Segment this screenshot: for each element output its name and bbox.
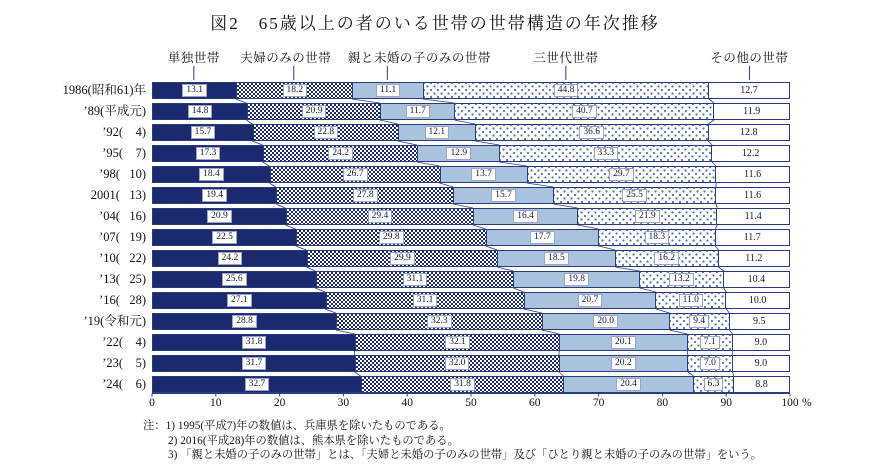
- segment-three-generation: [423, 83, 708, 98]
- axis-tick-label: 100: [781, 397, 799, 409]
- segment-value: 13.7: [471, 168, 496, 181]
- bar-row: [152, 187, 790, 204]
- segment-three-generation: [687, 356, 732, 371]
- axis-tick-label: 70: [592, 397, 605, 409]
- segment-value: 9.4: [689, 315, 709, 328]
- segment-value: 31.8: [242, 336, 267, 349]
- bar-row: [152, 124, 790, 141]
- segment-parent-unmarried-child: [486, 230, 599, 245]
- segment-value: 15.7: [491, 189, 516, 202]
- segment-value: 12.9: [446, 147, 471, 160]
- segment-other: [723, 272, 789, 287]
- year-label: ’16( 28): [99, 293, 146, 307]
- segment-single-household: [153, 314, 336, 329]
- segment-other: [708, 83, 789, 98]
- bar-row: [152, 103, 790, 120]
- year-label: ’92( 4): [102, 125, 146, 139]
- segment-three-generation: [527, 167, 716, 182]
- segment-parent-unmarried-child: [559, 335, 687, 350]
- segment-single-household: [153, 125, 253, 140]
- segment-three-generation: [655, 293, 725, 308]
- bar-row: [152, 82, 790, 99]
- note-line: 2) 2016(平成28)年の数値は、熊本県を除いたものである。: [168, 434, 459, 447]
- segment-value: 13.1: [182, 84, 207, 97]
- bar-row: [152, 229, 790, 246]
- year-label: ’04( 16): [99, 209, 146, 223]
- axis-unit-label: %: [802, 397, 812, 409]
- segment-value: 18.3: [645, 231, 670, 244]
- segment-single-household: [153, 83, 236, 98]
- note-line: 3) 「親と未婚の子のみの世帯」とは、「夫婦と未婚の子のみの世帯」及び「ひとり親と未婚の子のみの世帯」をいう。: [168, 449, 763, 461]
- footnotes: [143, 419, 762, 463]
- year-label: ’23( 5): [102, 356, 146, 370]
- segment-other: [713, 104, 789, 119]
- bar-row: [152, 334, 790, 351]
- segment-single-household: [153, 146, 263, 161]
- segment-value: 20.2: [611, 357, 636, 370]
- segment-other: [732, 335, 789, 350]
- segment-parent-unmarried-child: [513, 272, 639, 287]
- segment-value: 7.0: [700, 357, 720, 370]
- segment-value: 9.0: [754, 337, 768, 348]
- axis-tick-label: 20: [273, 397, 286, 409]
- segment-value: 20.4: [616, 378, 641, 391]
- segment-other: [732, 356, 789, 371]
- segment-value: 11.9: [743, 106, 761, 117]
- segment-single-household: [153, 167, 270, 182]
- segment-couple-only: [316, 272, 514, 287]
- segment-couple-only: [236, 83, 352, 98]
- segment-three-generation: [577, 209, 716, 224]
- segment-value: 11.6: [744, 169, 762, 180]
- year-label: 2001( 13): [90, 188, 146, 202]
- year-label: ’98( 10): [99, 167, 146, 181]
- segment-value: 27.1: [227, 294, 252, 307]
- segment-value: 11.0: [679, 294, 703, 307]
- segment-value: 21.9: [635, 210, 660, 223]
- segment-value: 18.5: [544, 252, 569, 265]
- segment-couple-only: [355, 356, 559, 371]
- segment-parent-unmarried-child: [417, 146, 499, 161]
- axis-tick-label: 80: [656, 397, 669, 409]
- segment-value: 20.9: [207, 210, 232, 223]
- year-label: 1986(昭和61)年: [62, 83, 146, 97]
- axis-tick-label: 30: [337, 397, 350, 409]
- bar-row: [152, 250, 790, 267]
- segment-value: 19.8: [564, 273, 589, 286]
- segment-value: 11.2: [745, 253, 763, 264]
- segment-value: 22.5: [212, 231, 237, 244]
- segment-three-generation: [475, 125, 708, 140]
- segment-parent-unmarried-child: [453, 188, 553, 203]
- year-label: ’07( 19): [99, 230, 146, 244]
- segment-value: 11.1: [376, 84, 400, 97]
- legend-label-single-household: 単独世帯: [167, 51, 220, 65]
- segment-value: 31.1: [413, 294, 438, 307]
- segment-value: 29.4: [368, 210, 393, 223]
- segment-couple-only: [276, 188, 453, 203]
- segment-value: 13.2: [669, 273, 694, 286]
- segment-couple-only: [270, 167, 440, 182]
- segment-value: 11.4: [744, 211, 762, 222]
- segment-value: 10.0: [748, 295, 767, 306]
- segment-three-generation: [454, 104, 713, 119]
- axis-tick-label: 10: [210, 397, 222, 409]
- segment-value: 27.8: [353, 189, 378, 202]
- segment-value: 26.7: [343, 168, 368, 181]
- segment-value: 31.1: [403, 273, 428, 286]
- segment-value: 15.7: [191, 126, 216, 139]
- segment-other: [725, 293, 789, 308]
- segment-three-generation: [598, 230, 714, 245]
- chart-title: 図2 65歳以上の者のいる世帯の世帯構造の年次推移: [210, 14, 660, 33]
- segment-other: [708, 125, 789, 140]
- segment-value: 25.5: [622, 189, 647, 202]
- axis-tick-label: 60: [529, 397, 541, 409]
- bar-row: [152, 145, 790, 162]
- segment-value: 11.6: [744, 190, 762, 201]
- segment-value: 33.3: [594, 147, 619, 160]
- bar-row: [152, 313, 790, 330]
- segment-value: 6.3: [704, 378, 724, 391]
- segment-couple-only: [263, 146, 417, 161]
- segment-value: 22.8: [314, 126, 339, 139]
- segment-value: 32.0: [445, 357, 470, 370]
- segment-other: [718, 251, 789, 266]
- segment-value: 29.7: [609, 168, 634, 181]
- segment-couple-only: [361, 377, 563, 392]
- segment-parent-unmarried-child: [352, 83, 423, 98]
- segment-value: 18.2: [283, 84, 308, 97]
- bar-row: [152, 292, 790, 309]
- segment-value: 29.9: [390, 252, 415, 265]
- segment-parent-unmarried-child: [559, 356, 688, 371]
- segment-value: 12.7: [740, 85, 758, 96]
- segment-value: 31.7: [242, 357, 267, 370]
- segment-other: [715, 188, 789, 203]
- segment-value: 29.8: [379, 231, 404, 244]
- bar-row: [152, 271, 790, 288]
- segment-couple-only: [253, 125, 398, 140]
- segment-other: [715, 167, 789, 182]
- segment-single-household: [153, 251, 307, 266]
- segment-value: 44.8: [554, 84, 579, 97]
- segment-value: 16.4: [513, 210, 538, 223]
- segment-value: 40.7: [572, 105, 597, 118]
- segment-value: 17.3: [196, 147, 221, 160]
- legend-label-three-generation: 三世代世帯: [533, 51, 599, 65]
- segment-value: 12.8: [740, 127, 758, 138]
- segment-single-household: [153, 230, 296, 245]
- segment-value: 24.2: [328, 147, 353, 160]
- segment-value: 7.1: [700, 336, 720, 349]
- segment-couple-only: [336, 314, 541, 329]
- segment-couple-only: [296, 230, 486, 245]
- axis-tick-label: 90: [720, 397, 732, 409]
- segment-couple-only: [247, 104, 380, 119]
- segment-value: 32.3: [427, 315, 452, 328]
- segment-value: 36.6: [579, 126, 604, 139]
- segment-value: 17.7: [530, 231, 555, 244]
- segment-other: [715, 230, 789, 245]
- bar-row: [152, 208, 790, 225]
- segment-couple-only: [355, 335, 559, 350]
- segment-value: 31.8: [450, 378, 475, 391]
- year-label: ’10( 22): [99, 251, 146, 265]
- segment-value: 11.7: [406, 105, 430, 118]
- segment-value: 28.8: [232, 315, 257, 328]
- segment-value: 12.2: [741, 148, 760, 159]
- segment-value: 20.1: [611, 336, 636, 349]
- segment-parent-unmarried-child: [398, 125, 475, 140]
- segment-three-generation: [669, 314, 729, 329]
- segment-value: 32.7: [245, 378, 270, 391]
- bar-row: [152, 355, 790, 372]
- segment-value: 11.7: [743, 232, 761, 243]
- segment-value: 12.1: [425, 126, 450, 139]
- segment-parent-unmarried-child: [473, 209, 577, 224]
- bar-row: [152, 166, 790, 183]
- legend-label-couple-only: 夫婦のみの世帯: [240, 51, 332, 65]
- segment-value: 16.2: [654, 252, 679, 265]
- segment-single-household: [153, 272, 316, 287]
- segment-parent-unmarried-child: [563, 377, 693, 392]
- segment-single-household: [153, 377, 361, 392]
- segment-value: 8.8: [755, 379, 768, 390]
- segment-three-generation: [553, 188, 715, 203]
- axis-tick-label: 50: [465, 397, 477, 409]
- year-label: ’13( 25): [99, 272, 146, 286]
- year-label: ’89(平成元): [83, 104, 146, 118]
- segment-other: [729, 314, 789, 329]
- segment-value: 24.2: [218, 252, 243, 265]
- segment-parent-unmarried-child: [542, 314, 669, 329]
- segment-couple-only: [286, 209, 473, 224]
- segment-value: 14.8: [188, 105, 213, 118]
- segment-three-generation: [499, 146, 711, 161]
- segment-value: 20.7: [578, 294, 603, 307]
- year-label: ’95( 7): [102, 146, 146, 160]
- segment-parent-unmarried-child: [380, 104, 454, 119]
- segment-single-household: [153, 104, 247, 119]
- segment-other: [711, 146, 789, 161]
- segment-parent-unmarried-child: [524, 293, 656, 308]
- segment-value: 19.4: [202, 189, 227, 202]
- segment-couple-only: [307, 251, 497, 266]
- segment-parent-unmarried-child: [440, 167, 527, 182]
- segment-value: 25.6: [222, 273, 247, 286]
- segment-value: 32.1: [445, 336, 470, 349]
- year-label: ’22( 4): [102, 335, 146, 349]
- segment-single-household: [153, 335, 355, 350]
- year-label: ’19(令和元): [83, 314, 146, 328]
- note-line: 注：1) 1995(平成7)年の数値は、兵庫県を除いたものである。: [143, 420, 451, 432]
- axis-tick-label: 0: [149, 397, 155, 409]
- year-label: ’24( 6): [102, 377, 146, 391]
- bar-row: [152, 376, 790, 393]
- segment-other: [733, 377, 789, 392]
- segment-value: 9.0: [754, 358, 768, 369]
- legend-label-parent-unmarried-child: 親と未婚の子のみの世帯: [347, 51, 491, 65]
- segment-three-generation: [639, 272, 723, 287]
- segment-value: 9.5: [753, 316, 766, 327]
- segment-single-household: [153, 209, 286, 224]
- segment-single-household: [153, 356, 355, 371]
- segment-couple-only: [326, 293, 524, 308]
- segment-parent-unmarried-child: [497, 251, 615, 266]
- segment-three-generation: [693, 377, 733, 392]
- segment-single-household: [153, 188, 276, 203]
- segment-three-generation: [687, 335, 732, 350]
- segment-value: 20.0: [593, 315, 618, 328]
- axis-tick-label: 40: [401, 397, 413, 409]
- segment-other: [716, 209, 789, 224]
- legend-label-other: その他の世帯: [710, 51, 789, 65]
- segment-value: 18.4: [199, 168, 224, 181]
- segment-three-generation: [615, 251, 718, 266]
- segment-value: 20.9: [302, 105, 327, 118]
- segment-single-household: [153, 293, 326, 308]
- segment-value: 10.4: [747, 274, 766, 285]
